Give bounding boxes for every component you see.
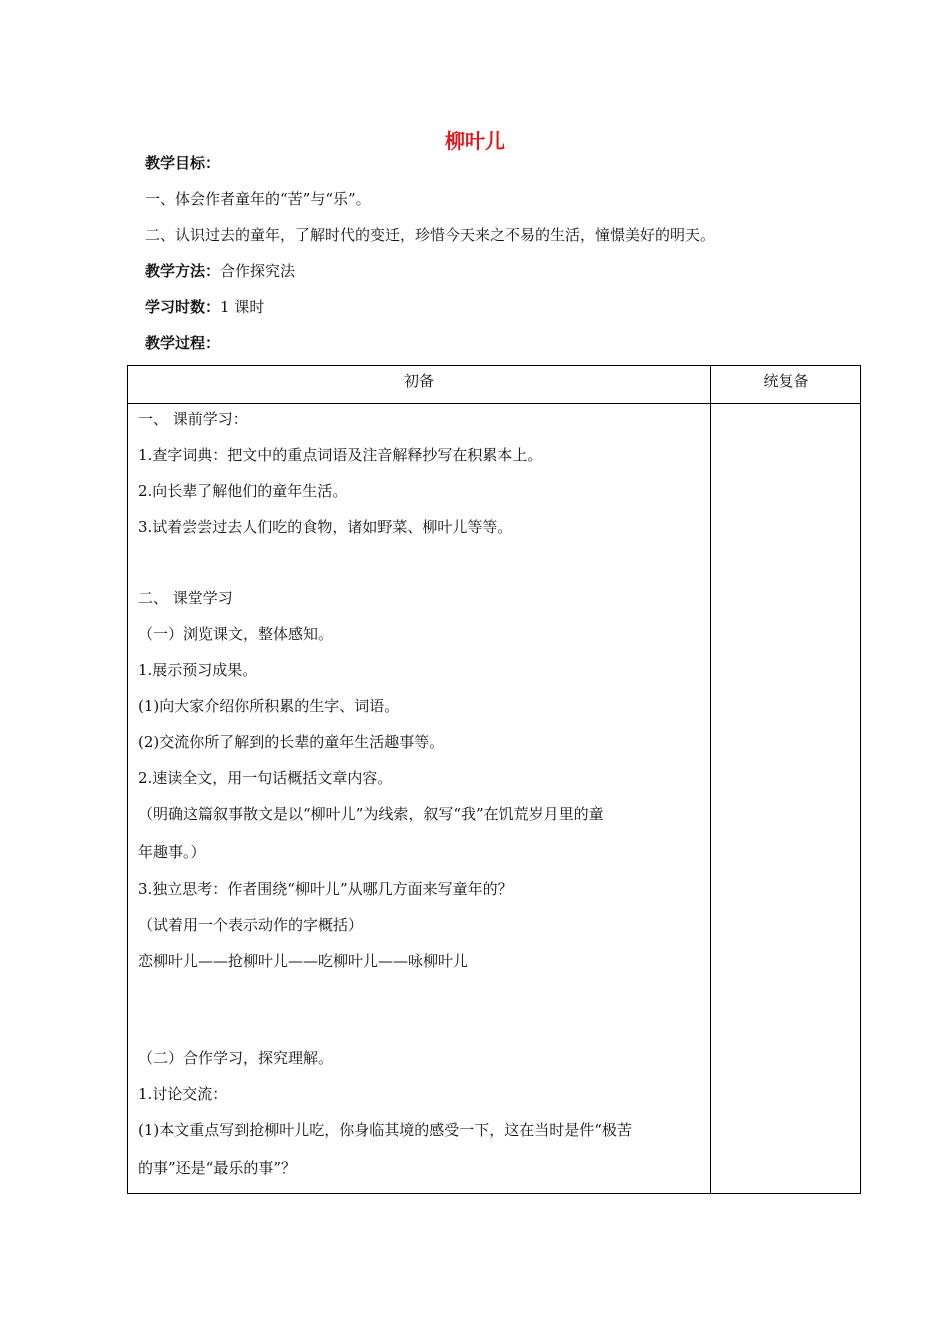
table-line: （二）合作学习，探究理解。 xyxy=(138,1049,334,1067)
table-line: 2.速读全文，用一句话概括文章内容。 xyxy=(138,769,393,787)
header-divider xyxy=(128,403,860,404)
table-line: 1.展示预习成果。 xyxy=(138,661,258,679)
hours-label: 学习时数： xyxy=(145,298,221,316)
table-line: （试着用一个表示动作的字概括） xyxy=(138,916,364,934)
objectives-heading: 教学目标： xyxy=(145,154,221,172)
table-line: 年趣事。） xyxy=(138,843,206,861)
hours-value: 1 课时 xyxy=(220,298,265,316)
table-line: 3.独立思考：作者围绕“柳叶儿”从哪几方面来写童年的？ xyxy=(138,880,513,898)
objective-2: 二、认识过去的童年，了解时代的变迁，珍惜今天来之不易的生活，憧憬美好的明天。 xyxy=(145,226,716,244)
table-line: 1.讨论交流： xyxy=(138,1085,228,1103)
table-line: 二、 课堂学习 xyxy=(138,589,233,607)
table-line: 恋柳叶儿——抢柳叶儿——吃柳叶儿——咏柳叶儿 xyxy=(138,952,469,970)
table-line: (1)本文重点写到抢柳叶儿吃，你身临其境的感受一下，这在当时是件“极苦 xyxy=(138,1121,632,1139)
table-line: 1.查字词典：把文中的重点词语及注音解释抄写在积累本上。 xyxy=(138,446,543,464)
table-line: 一、 课前学习： xyxy=(138,410,248,428)
method-value: 合作探究法 xyxy=(220,262,296,280)
method-label: 教学方法： xyxy=(145,262,221,280)
lesson-table xyxy=(127,365,861,1194)
column-divider xyxy=(710,366,711,1193)
header-review-prep: 统复备 xyxy=(763,372,809,390)
method-line xyxy=(145,260,295,281)
header-initial-prep: 初备 xyxy=(403,372,434,390)
table-line: （明确这篇叙事散文是以“柳叶儿”为线索，叙写“我”在饥荒岁月里的童 xyxy=(138,805,604,823)
hours-line xyxy=(145,296,264,317)
table-line: (1)向大家介绍你所积累的生字、词语。 xyxy=(138,697,400,715)
document-title: 柳叶儿 xyxy=(445,129,505,153)
table-line: （一）浏览课文，整体感知。 xyxy=(138,625,334,643)
table-line: 2.向长辈了解他们的童年生活。 xyxy=(138,482,348,500)
process-heading: 教学过程： xyxy=(145,334,221,352)
table-line: 的事”还是“最乐的事”？ xyxy=(138,1159,297,1177)
table-line: 3.试着尝尝过去人们吃的食物，诸如野菜、柳叶儿等等。 xyxy=(138,518,513,536)
objective-1: 一、体会作者童年的“苦”与“乐”。 xyxy=(145,190,371,208)
table-line: (2)交流你所了解到的长辈的童年生活趣事等。 xyxy=(138,733,445,751)
